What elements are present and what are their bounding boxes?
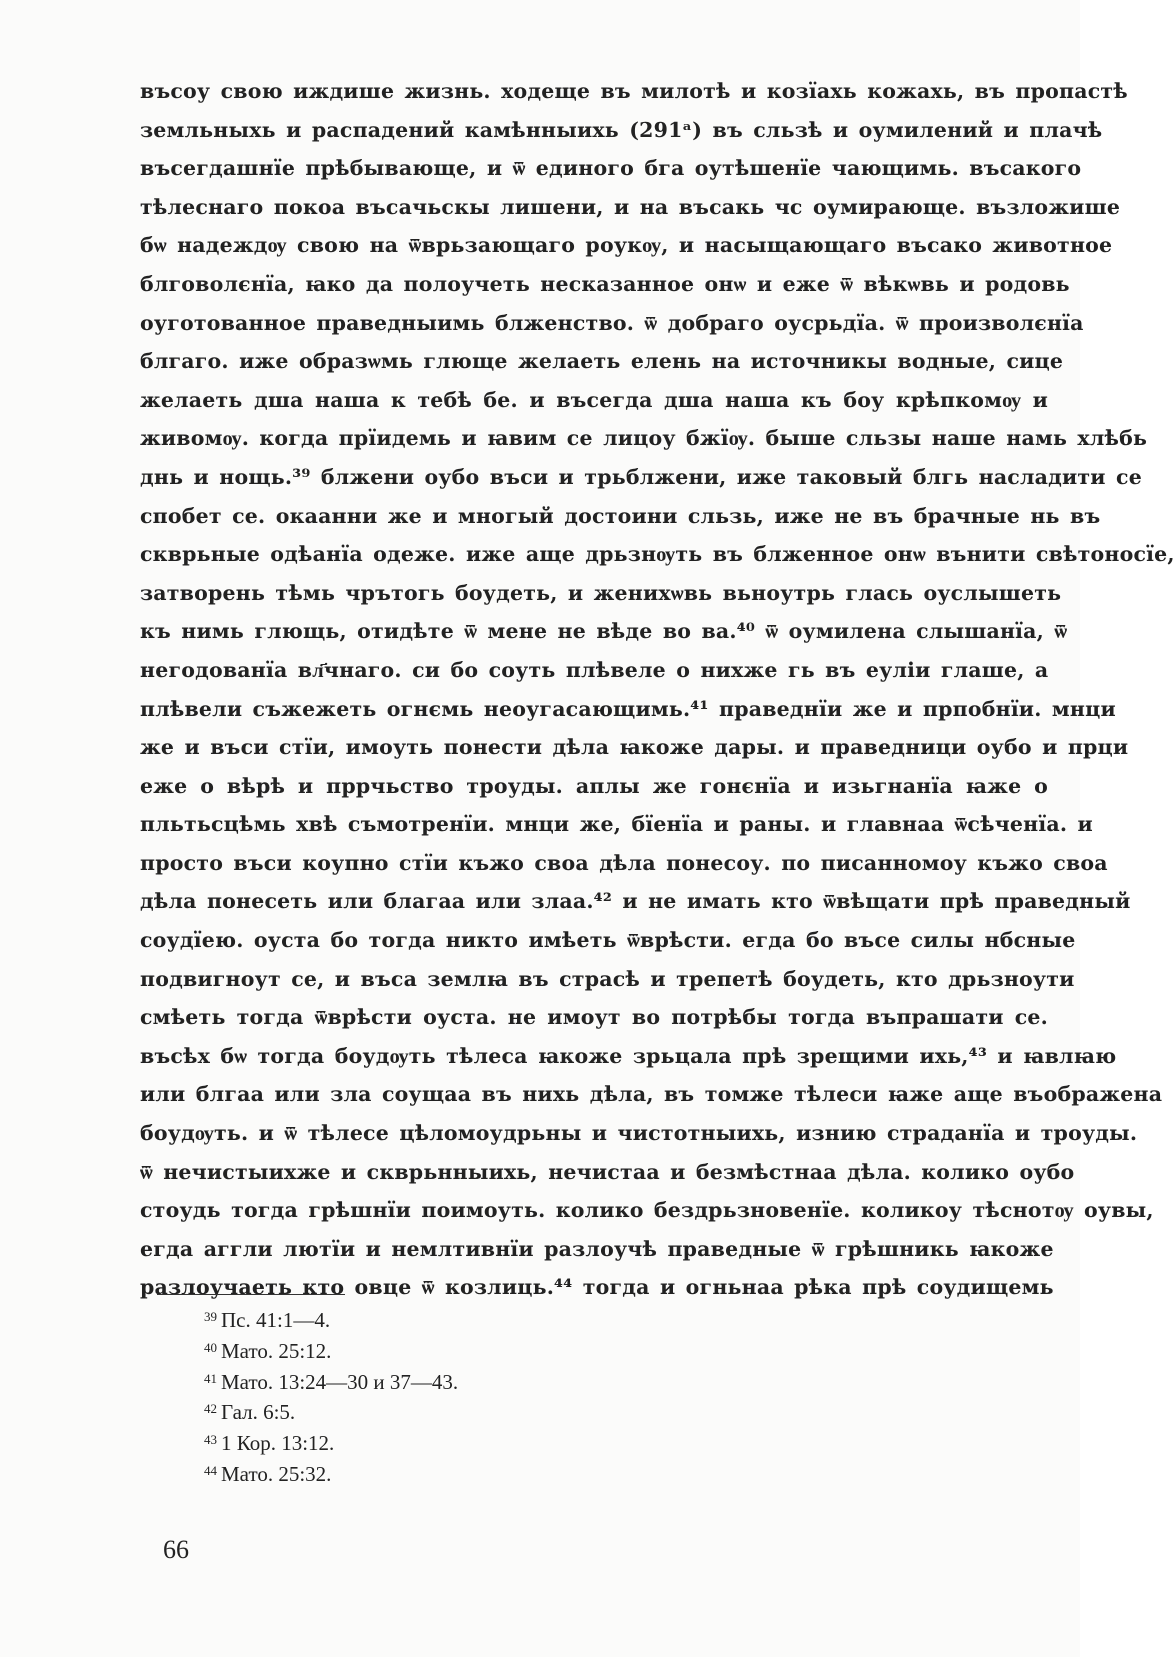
footnote-number: 44 bbox=[204, 1462, 217, 1478]
text-line: боудѹть. и ѿ тѣлесе цѣломоудрьны и чистотныихь, изнию страданїа и троуды. bbox=[140, 1121, 1138, 1146]
text-line: въсоу свою иждише жизнь. ходеще въ милотѣ и козїахь кожахь, въ пропастѣ bbox=[140, 79, 1128, 103]
footnote-number: 42 bbox=[204, 1401, 217, 1417]
text-line: земльныхь и распадений камѣнныихь (291ᵃ) въ сльзѣ и оумилений и плачѣ bbox=[140, 117, 1103, 142]
text-line: разлоучаеть кто овце ѿ козлиць.⁴⁴ тогда и огньнаа рѣка прѣ соудищемь bbox=[140, 1275, 1054, 1300]
text-line: къ нимь глющь, отидѣте ѿ мене не вѣде во ва.⁴⁰ ѿ оумилена слышанїа, ѿ bbox=[140, 619, 1068, 644]
footnote-number: 41 bbox=[204, 1370, 217, 1386]
footnote-text: Мато. 25:32. bbox=[221, 1461, 332, 1486]
text-line: блговолєнїа, ꙗко да полоучеть несказанное онѡ и еже ѿ вѣкѡвь и родовь bbox=[140, 271, 1070, 296]
text-line: еже о вѣрѣ и пррчьство троуды. аплы же гонєнїа и изьгнанїа ꙗже о bbox=[140, 773, 1048, 798]
footnote bbox=[204, 1302, 458, 1333]
text-line: тѣлеснаго покоа въсачьскы лишени, и на въсакь чс оумирающе. възложише bbox=[140, 194, 1121, 219]
main-text bbox=[140, 72, 1175, 1307]
footnote-text: Мато. 13:24—30 и 37—43. bbox=[221, 1369, 459, 1394]
footnote-divider bbox=[157, 1294, 345, 1295]
footnote bbox=[204, 1364, 458, 1395]
footnotes bbox=[204, 1302, 458, 1487]
text-line: скврьные одѣанїа одеже. иже аще дрьзнѹть въ блженное онѡ вънити свѣтоносїе, bbox=[140, 542, 1175, 567]
footnote-text: Мато. 25:12. bbox=[221, 1338, 332, 1363]
footnote bbox=[204, 1333, 458, 1364]
footnote bbox=[204, 1456, 458, 1487]
footnote bbox=[204, 1425, 458, 1456]
footnote-number: 40 bbox=[204, 1339, 217, 1355]
text-line: оуготованное праведныимь блженство. ѿ добраго оусрьдїа. ѿ произволєнїа bbox=[140, 310, 1084, 335]
text-line: подвигноут се, и въса землꙗ въ страсѣ и трепетѣ боудеть, кто дрьзноути bbox=[140, 966, 1075, 991]
text-line: же и въси стїи, имоуть понести дѣла ꙗкоже дары. и праведници оубо и прци bbox=[140, 735, 1129, 760]
text-line: желаеть дша наша к тебѣ бе. и въсегда дша наша къ боу крѣпкомѹ и bbox=[140, 387, 1048, 412]
footnote-number: 39 bbox=[204, 1309, 217, 1324]
text-line: днь и нощь.³⁹ блжени оубо въси и трьблжени, иже таковый блгь насладити се bbox=[140, 464, 1142, 489]
footnote-number: 43 bbox=[204, 1432, 217, 1448]
footnote-text: Гал. 6:5. bbox=[221, 1400, 296, 1425]
text-line: просто въси коупно стїи къжо своа дѣла понесоу. по писанномоу къжо своа bbox=[140, 850, 1108, 875]
footnote-text: 1 Кор. 13:12. bbox=[221, 1431, 335, 1456]
text-line: смѣеть тогда ѿврѣсти оуста. не имоут во потрѣбы тогда въпрашати се. bbox=[140, 1005, 1048, 1030]
text-line: негодованїа вл҃чнаго. си бо соуть плѣвеле о нихже гь въ еуліи глаше, а bbox=[140, 657, 1049, 682]
text-line: егда аггли лютїи и немлтивнїи разлоучѣ праведные ѿ грѣшникь ꙗкоже bbox=[140, 1236, 1054, 1261]
text-line: соудїею. оуста бо тогда никто имѣеть ѿврѣсти. егда бо въсе силы нбсные bbox=[140, 928, 1076, 953]
page-number: 66 bbox=[163, 1535, 189, 1564]
text-line: ѿ нечистыихже и скврьнныихь, нечистаа и безмѣстнаа дѣла. колико оубо bbox=[140, 1159, 1075, 1184]
text-line: въсегдашнїе прѣбывающе, и ѿ единого бга оутѣшенїе чающимь. въсакого bbox=[140, 156, 1082, 181]
text-line: затворень тѣмь чрътогь боудеть, и женихѡвь вьноутрь глась оуслышеть bbox=[140, 580, 1062, 605]
text-line: бѡ надеждѹ свою на ѿврьзающаго роукѹ, и насыщающаго въсако животное bbox=[140, 233, 1113, 258]
footnote-text: Пс. 41:1—4. bbox=[221, 1308, 331, 1332]
text-line: въсѣх бѡ тогда боудѹть тѣлеса ꙗкоже зрьцала прѣ зрещими ихь,⁴³ и ꙗвлꙗю bbox=[140, 1043, 1117, 1068]
text-line: пльтьсцѣмь хвѣ съмотренїи. мнци же, бїенїа и раны. и главнаа ѿсѣченїа. и bbox=[140, 812, 1093, 837]
text-line: дѣла понесеть или благаа или злаа.⁴² и не имать кто ѿвѣщати прѣ праведный bbox=[140, 889, 1131, 914]
footnote bbox=[204, 1394, 458, 1425]
text-line: живомѹ. когда прїидемь и ꙗвим се лицоу бжїѹ. быше сльзы наше намь хлѣбь bbox=[140, 426, 1148, 451]
text-line: плѣвели съжежеть огнємь неоугасающимь.⁴¹ праведнїи же и прпобнїи. мнци bbox=[140, 696, 1116, 721]
text-line: или блгаа или зла соущаа въ нихь дѣла, въ томже тѣлеси ꙗже аще въображена bbox=[140, 1082, 1163, 1107]
text-line: стоудь тогда грѣшнїи поимоуть. колико бездрьзновенїе. коликоу тѣснотѹ оувы, bbox=[140, 1198, 1154, 1223]
text-line: блгаго. иже образѡмь глюще желаеть елень на источникы водные, сице bbox=[140, 349, 1064, 374]
text-line: спобет се. окаанни же и многый достоини сльзь, иже не въ брачные нь въ bbox=[140, 503, 1101, 528]
